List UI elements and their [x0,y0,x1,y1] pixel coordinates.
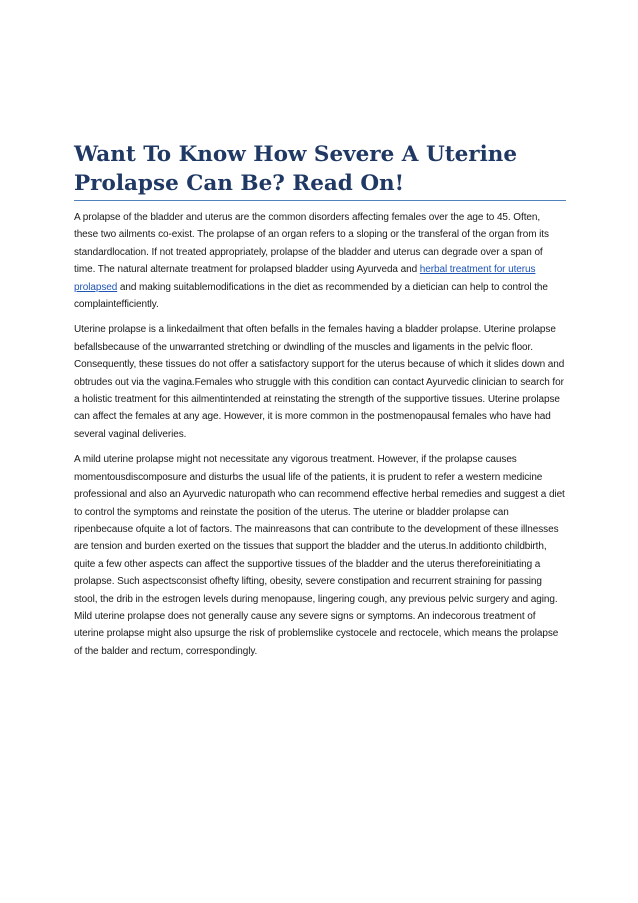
herbal-treatment-link[interactable]: herbal treatment for uterus prolapsed [74,264,536,293]
article-content [74,140,566,660]
paragraph-1-text-after: and making suitablemodifications in the diet as recommended by a dietician can help to control the complaintefficiently. [74,281,548,311]
paragraph-3: A mild uterine prolapse might not necessitate any vigorous treatment. However, if the prolapse causes momentousdiscomposure and disturbs the usual life of the patients, it is prudent to refer a western medicine professional and also an Ayurvedic naturopath who can recommend effective herbal remedies and suggest a diet to control the symptoms and reinstate the position of the uterus. The uterine or bladder prolapse can ripenbecause ofquite a lot of factors. The mainreasons that can contribute to the development of these illnesses are tension and burden exerted on the tissues that support the bladder and the uterus.In additionto childbirth, quite a few other aspects can affect the supportive tissues of the bladder and the uterus thereforeinitiating a prolapse. Such aspectsconsist ofhefty lifting, obesity, severe constipation and recurrent straining for passing stool, the drib in the estrogen levels during menopause, lingering cough, any previous pelvic surgery and aging. Mild uterine prolapse does not generally cause any severe signs or symptoms. An indecorous treatment of uterine prolapse might also upsurge the risk of problemslike cystocele and rectocele, which means the prolapse of the balder and rectum, correspondingly. [74,454,565,657]
paragraph-2: Uterine prolapse is a linkedailment that often befalls in the females having a bladder prolapse. Uterine prolapse befallsbecause of the unwarranted stretching or dwindling of the muscles and ligaments in the pelvic floor. Consequently, these tissues do not offer a satisfactory support for the uterus because of which it slides down and obtrudes out via the vagina.Females who struggle with this condition can contact Ayurvedic clinician to search for a holistic treatment for this ailmentintended at reinstating the strength of the supportive tissues. Uterine prolapse can affect the females at any age. However, it is more common in the postmenopausal females who have had several vaginal deliveries. [74,324,565,440]
article-title: Want To Know How Severe A Uterine Prolapse Can Be? Read On! [74,140,566,201]
paragraph-1-text-before: A prolapse of the bladder and uterus are the common disorders affecting females over the age to 45. Often, these two ailments co-exist. The prolapse of an organ refers to a sloping or the transferal of the organ from its standardlocation. If not treated appropriately, prolapse of the bladder and uterus can degrade over a span of time. The natural alternate treatment for prolapsed bladder using Ayurveda and [74,212,549,276]
paragraph-1 [74,209,566,313]
